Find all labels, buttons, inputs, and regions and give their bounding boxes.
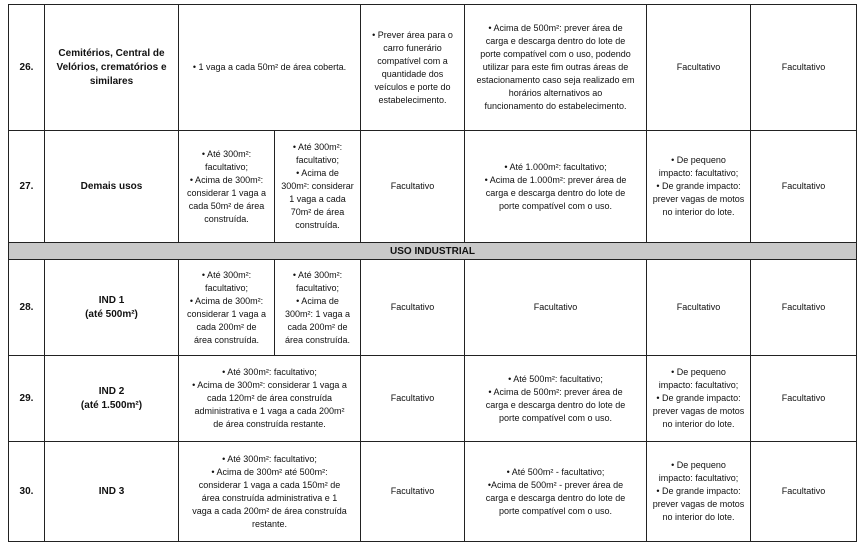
parking-line: 300m²: considerar <box>281 181 354 191</box>
loading-area-cell <box>465 356 647 442</box>
parking-line: considerar 1 vaga a cada 150m² de <box>198 479 341 490</box>
parking-line: facultativo; <box>204 161 249 172</box>
loading-line: horários alternativos ao <box>508 88 603 98</box>
bicycle-spaces-cell: Facultativo <box>751 442 857 542</box>
loading-line: • Acima de 1.000m²: prever área de <box>484 174 627 185</box>
table-row-30 <box>9 442 857 542</box>
loading-line: • Até 500m²: facultativo; <box>508 373 603 384</box>
loading-line: • Até 500m² - facultativo; <box>506 466 605 477</box>
bicycle-spaces-cell: Facultativo <box>751 5 857 131</box>
table-row-28 <box>9 260 857 356</box>
parking-line: • Até 300m²: facultativo; <box>222 367 317 377</box>
use-type-cell <box>45 356 179 442</box>
parking-line: • Acima de 300m² até 500m²: <box>211 466 328 477</box>
parking-line: • Acima de 300m²: <box>189 174 264 185</box>
loading-line: carga e descarga dentro do lote de <box>485 36 626 46</box>
motos-line: prever vagas de motos <box>652 194 745 204</box>
motos-line: prever vagas de motos <box>652 499 745 509</box>
parking-line: 300m²: 1 vaga a <box>284 308 351 319</box>
motos-line: no interior do lote. <box>662 207 735 217</box>
parking-line: 1 vaga a cada <box>289 194 346 204</box>
motorcycle-spaces-cell: Facultativo <box>647 5 751 131</box>
parking-line: cada 120m² de área construída <box>206 393 333 403</box>
bicycle-spaces-cell: Facultativo <box>751 356 857 442</box>
loading-area-cell <box>465 442 647 542</box>
use-type-line: IND 1 <box>98 294 125 306</box>
parking-line: vaga a cada 200m² de área construída <box>192 505 347 516</box>
use-type-cell <box>45 131 179 243</box>
special-requirements-cell: Facultativo <box>361 442 465 542</box>
parking-spaces-cell-b <box>275 131 361 243</box>
parking-spaces-cell-a <box>179 260 275 356</box>
loading-area-cell <box>465 5 647 131</box>
parking-spaces-cell <box>179 5 361 131</box>
motos-line: • De pequeno <box>671 367 726 377</box>
use-type-line: (até 1.500m²) <box>80 399 143 411</box>
parking-spaces-cell-b <box>275 260 361 356</box>
use-type-cell <box>45 5 179 131</box>
special-line: veículos e porte do <box>374 81 451 92</box>
parking-line: considerar 1 vaga a <box>186 187 267 198</box>
loading-line: carga e descarga dentro do lote de <box>485 187 626 198</box>
section-title: USO INDUSTRIAL <box>9 243 857 260</box>
parking-line: área construída. <box>284 334 351 345</box>
row-number: 29. <box>9 356 45 442</box>
loading-line: • Até 1.000m²: facultativo; <box>504 161 607 172</box>
motorcycle-spaces-cell <box>647 442 751 542</box>
loading-line: • Acima de 500m²: prever área de <box>488 23 623 33</box>
motorcycle-spaces-cell <box>647 131 751 243</box>
parking-line: • Até 300m²: <box>292 142 343 152</box>
special-requirements-cell: Facultativo <box>361 356 465 442</box>
motos-line: no interior do lote. <box>662 419 735 429</box>
special-line: quantidade dos <box>381 68 444 79</box>
use-type-line: similares <box>89 75 134 87</box>
parking-line: considerar 1 vaga a <box>186 308 267 319</box>
motos-line: impacto: facultativo; <box>658 473 739 483</box>
loading-line: porte compatível com o uso, podendo <box>480 49 631 59</box>
loading-line: carga e descarga dentro do lote de <box>485 399 626 410</box>
parking-line: • Até 300m²: facultativo; <box>222 453 317 464</box>
special-requirements-cell: Facultativo <box>361 260 465 356</box>
motos-line: impacto: facultativo; <box>658 168 739 178</box>
motos-line: • De grande impacto: <box>656 486 741 496</box>
special-requirements-cell <box>361 5 465 131</box>
motos-line: prever vagas de motos <box>652 406 745 416</box>
parking-line: de área construída restante. <box>213 419 326 429</box>
parking-line: área construída. <box>193 334 260 345</box>
parking-line: cada 200m² de <box>287 321 348 332</box>
use-type-line: IND 3 <box>98 485 125 497</box>
loading-area-cell: Facultativo <box>465 260 647 356</box>
parking-spaces-cell-a <box>179 131 275 243</box>
parking-line: facultativo; <box>295 282 340 293</box>
parking-spaces-cell <box>179 442 361 542</box>
section-header-row <box>9 243 857 260</box>
loading-area-cell <box>465 131 647 243</box>
loading-line: carga e descarga dentro do lote de <box>485 492 626 503</box>
parking-line: • Acima de <box>296 295 339 306</box>
bicycle-spaces-cell: Facultativo <box>751 131 857 243</box>
table-row-27 <box>9 131 857 243</box>
motorcycle-spaces-cell: Facultativo <box>647 260 751 356</box>
use-type-line: (até 500m²) <box>85 308 138 320</box>
use-type-line: Velórios, crematórios e <box>56 61 167 73</box>
use-type-cell <box>45 442 179 542</box>
row-number: 28. <box>9 260 45 356</box>
table-row-29 <box>9 356 857 442</box>
motos-line: • De grande impacto: <box>656 181 741 191</box>
motos-line: • De pequeno <box>671 155 726 165</box>
loading-line: •Acima de 500m² - prever área de <box>487 479 624 490</box>
parking-line: • Acima de 300m²: <box>189 295 264 306</box>
parking-line: • Acima de 300m²: considerar 1 vaga a <box>192 380 347 390</box>
parking-line: • Até 300m²: <box>201 269 252 280</box>
special-line: • Prever área para o <box>372 29 453 40</box>
bicycle-spaces-cell: Facultativo <box>751 260 857 356</box>
use-type-line: Demais usos <box>80 180 143 192</box>
motorcycle-spaces-cell <box>647 356 751 442</box>
parking-line: • Até 300m²: <box>201 148 252 159</box>
use-type-line: Cemitérios, Central de <box>58 47 165 59</box>
row-number: 30. <box>9 442 45 542</box>
loading-line: porte compatível com o uso. <box>498 505 613 516</box>
parking-requirements-table <box>8 4 857 542</box>
loading-line: utilizar para este fim outras áreas de <box>482 62 629 72</box>
parking-line: cada 50m² de área <box>188 200 265 211</box>
parking-line: construída. <box>295 220 340 230</box>
row-number: 26. <box>9 5 45 131</box>
motos-line: no interior do lote. <box>662 512 735 522</box>
parking-line: construída. <box>204 213 249 224</box>
parking-spaces-cell <box>179 356 361 442</box>
parking-line: • Até 300m²: <box>292 269 343 280</box>
motos-line: • De pequeno <box>671 460 726 470</box>
parking-line: cada 200m² de <box>196 321 257 332</box>
special-line: estabelecimento. <box>378 94 447 105</box>
motos-line: • De grande impacto: <box>656 393 741 403</box>
parking-line: restante. <box>251 518 288 529</box>
motos-line: impacto: facultativo; <box>658 380 739 390</box>
loading-line: funcionamento do estabelecimento. <box>484 101 627 111</box>
row-number: 27. <box>9 131 45 243</box>
table-row-26 <box>9 5 857 131</box>
special-line: carro funerário <box>383 42 442 53</box>
parking-line: facultativo; <box>295 155 340 165</box>
special-line: compatível com a <box>377 55 448 66</box>
loading-line: estacionamento caso seja realizado em <box>476 75 635 85</box>
use-type-cell <box>45 260 179 356</box>
special-requirements-cell: Facultativo <box>361 131 465 243</box>
use-type-line: IND 2 <box>98 385 125 397</box>
parking-line: 70m² de área <box>290 207 345 217</box>
parking-line: facultativo; <box>204 282 249 293</box>
parking-line: área construída administrativa e 1 <box>201 492 338 503</box>
parking-line: • Acima de <box>296 168 339 178</box>
loading-line: porte compatível com o uso. <box>498 412 613 423</box>
parking-line: • 1 vaga a cada 50m² de área coberta. <box>192 62 347 72</box>
parking-line: administrativa e 1 vaga a cada 200m² <box>194 406 345 416</box>
loading-line: • Acima de 500m²: prever área de <box>488 386 623 397</box>
loading-line: porte compatível com o uso. <box>498 200 613 211</box>
